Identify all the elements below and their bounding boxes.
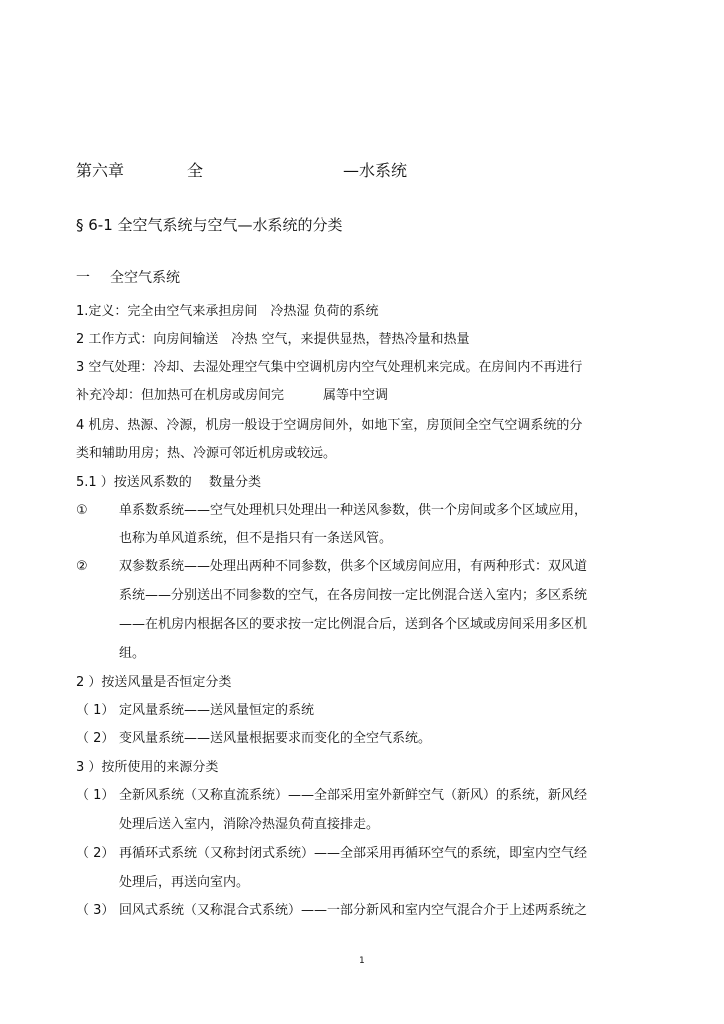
- paragraph-air-processing-line1: 3 空气处理：冷却、去湿处理空气集中空调机房内空气处理机来完成。在房间内不再进行: [76, 360, 583, 375]
- list-item-text: ——在机房内根据各区的要求按一定比例混合后，送到各个区域或房间采用多区机: [119, 617, 588, 632]
- paragraph-machine-room-line2: 类和辅助用房；热、冷源可邻近机房或较远。: [76, 446, 337, 461]
- list-item-marker: （ 1）: [76, 788, 115, 803]
- page-number: 1: [359, 956, 365, 966]
- part3-heading: 3 ）按所使用的来源分类: [76, 760, 219, 775]
- list-item-text: 处理后送入室内，消除冷热湿负荷直接排走。: [119, 817, 380, 832]
- list-item-marker: ②: [76, 559, 88, 574]
- list-item-text: 定风量系统——送风量恒定的系统: [119, 703, 315, 718]
- list-item-text: 处理后，再送向室内。: [119, 875, 250, 890]
- paragraph-air-processing-line2: 补充冷却：但加热可在机房或房间完 属等中空调: [76, 388, 389, 403]
- part2-heading: 2 ）按送风量是否恒定分类: [76, 675, 232, 690]
- section-title: § 6-1 全空气系统与空气—水系统的分类: [76, 216, 343, 234]
- list-item-text: 变风量系统——送风量根据要求而变化的全空气系统。: [119, 731, 432, 746]
- list-item-marker: （ 2）: [76, 846, 115, 861]
- list-item-marker: ①: [76, 503, 88, 518]
- list-item-text: 也称为单风道系统，但不是指只有一条送风管。: [119, 531, 393, 546]
- list-item-marker: （ 2）: [76, 731, 115, 746]
- list-item-text: 双参数系统——处理出两种不同参数，供多个区域房间应用，有两种形式：双风道: [119, 559, 588, 574]
- chapter-label: 第六章: [76, 161, 125, 180]
- paragraph-definition: 1.定义：完全由空气来承担房间 冷热湿 负荷的系统: [76, 304, 379, 319]
- chapter-title-part1: 全: [187, 161, 204, 180]
- list-item-text: 组。: [119, 646, 146, 661]
- list-item-text: 再循环式系统（又称封闭式系统）——全部采用再循环空气的系统，即室内空气经: [119, 846, 588, 861]
- list-item-text: 单系数系统——空气处理机只处理出一种送风参数，供一个房间或多个区域应用，: [119, 503, 588, 518]
- list-item-text: 系统——分别送出不同参数的空气，在各房间按一定比例混合送入室内；多区系统: [119, 588, 588, 603]
- chapter-title-part2: —水系统: [343, 161, 408, 180]
- list-item-text: 回风式系统（又称混合式系统）——一部分新风和室内空气混合介于上述两系统之: [119, 903, 588, 918]
- paragraph-classification-heading: 5.1 ）按送风系数的 数量分类: [76, 475, 261, 490]
- list-item-marker: （ 1）: [76, 703, 115, 718]
- subsection-title: 全空气系统: [110, 270, 180, 286]
- list-item-marker: （ 3）: [76, 903, 115, 918]
- list-item-text: 全新风系统（又称直流系统）——全部采用室外新鲜空气（新风）的系统，新风经: [119, 788, 588, 803]
- subsection-marker: 一: [76, 270, 90, 286]
- paragraph-machine-room-line1: 4 机房、热源、冷源，机房一般设于空调房间外，如地下室，房顶间全空气空调系统的分: [76, 418, 583, 433]
- paragraph-working-mode: 2 工作方式：向房间输送 冷热 空气，来提供显热，替热冷量和热量: [76, 332, 470, 347]
